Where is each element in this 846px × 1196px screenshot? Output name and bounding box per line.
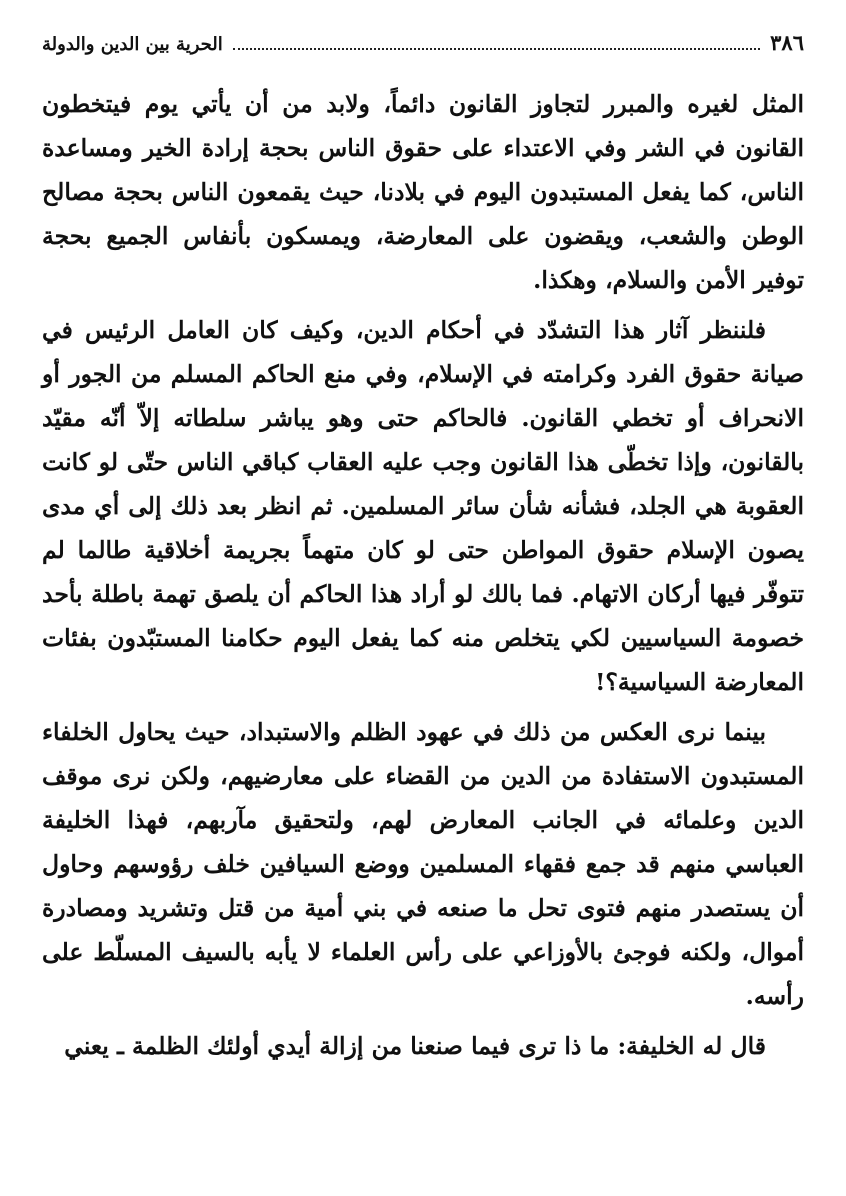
running-title: الحرية بين الدين والدولة [42, 34, 223, 55]
header-dotted-leader [233, 47, 760, 50]
paragraph-4: قال له الخليفة: ما ذا ترى فيما صنعنا من إزالة أيدي أولئك الظلمة ـ يعني [64, 1032, 766, 1060]
body-text [42, 82, 804, 1068]
paragraph-3: بينما نرى العكس من ذلك في عهود الظلم والاستبداد، حيث يحاول الخلفاء المستبدون الاستفادة من الدين من القضاء على معارضيهم، ولكن نرى موقف الدين وعلمائه في الجانب المعارض لهم، ولتحقيق مآربهم، فهذا الخليفة العباسي منهم قد جمع فقهاء المسلمين ووضع السيافين خلف رؤوسهم وحاول أن يستصدر منهم فتوى تحل ما صنعه في بني أمية من قتل وتشريد ومصادرة أموال، ولكنه فوجئ بالأوزاعي على رأس العلماء لا يأبه بالسيف المسلّط على رأسه. [42, 718, 804, 1010]
paragraph-2: فلننظر آثار هذا التشدّد في أحكام الدين، وكيف كان العامل الرئيس في صيانة حقوق الفرد وكرامته في الإسلام، وفي منع الحاكم المسلم من الجور أو الانحراف أو تخطي القانون. فالحاكم حتى وهو يباشر سلطاته إلاّ أنّه مقيّد بالقانون، وإذا تخطّى هذا القانون وجب عليه العقاب كباقي الناس حتّى لو كانت العقوبة هي الجلد، فشأنه شأن سائر المسلمين. ثم انظر بعد ذلك إلى أي مدى يصون الإسلام حقوق المواطن حتى لو كان متهماً بجريمة أخلاقية طالما لم تتوفّر فيها أركان الاتهام. فما بالك لو أراد هذا الحاكم أن يلصق تهمة باطلة بأحد خصومة السياسيين لكي يتخلص منه كما يفعل اليوم حكامنا المستبّدون بفئات المعارضة السياسية؟! [42, 316, 804, 696]
page-number: ٣٨٦ [770, 30, 804, 55]
running-header [42, 30, 804, 70]
paragraph-1: المثل لغيره والمبرر لتجاوز القانون دائماً، ولابد من أن يأتي يوم فيتخطون القانون في الشر وفي الاعتداء على حقوق الناس بحجة إرادة الخير ومساعدة الناس، كما يفعل المستبدون اليوم في بلادنا، حيث يقمعون الناس بحجة مصالح الوطن والشعب، ويقضون على المعارضة، ويمسكون بأنفاس الجميع بحجة توفير الأمن والسلام، وهكذا. [42, 90, 804, 294]
